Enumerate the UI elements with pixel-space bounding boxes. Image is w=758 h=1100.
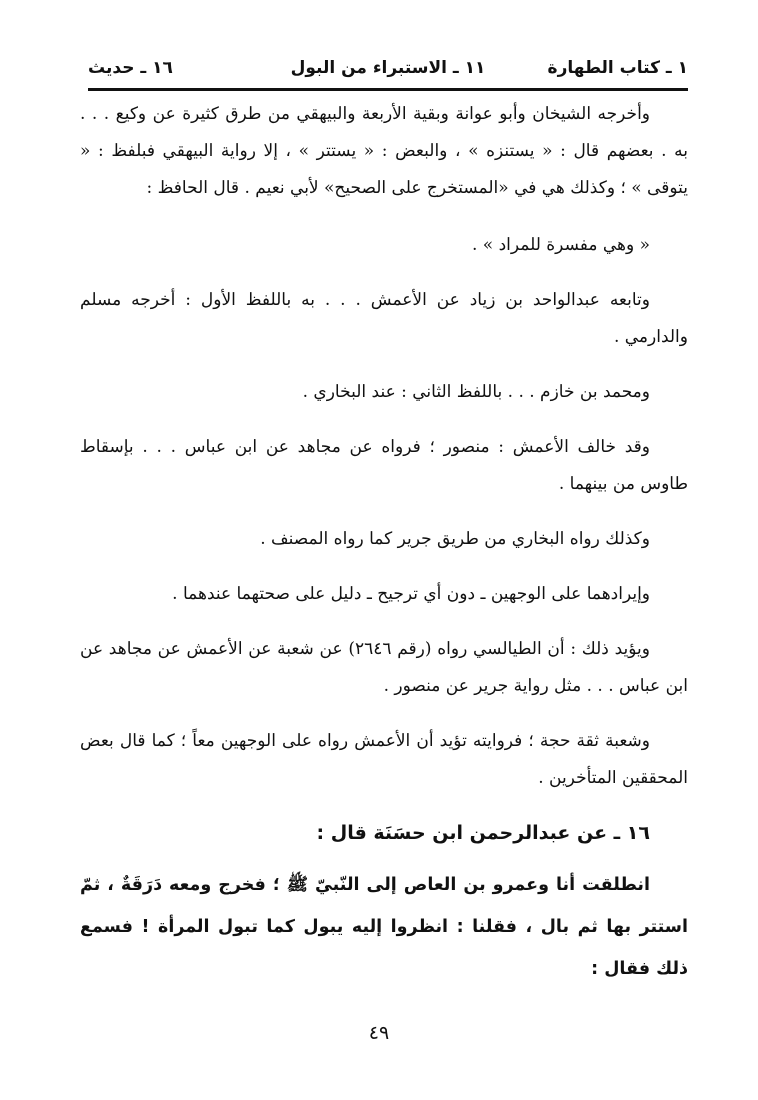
hadith-heading: ١٦ ـ عن عبدالرحمن ابن حسَنَة قال : <box>316 822 650 844</box>
paragraph-shuba: وشعبة ثقة حجة ؛ فروايته تؤيد أن الأعمش رواه على الوجهين معاً ؛ كما قال بعض المحققين المتأخرين . <box>80 731 688 788</box>
header-hadith-number: ١٦ ـ حديث <box>88 58 173 78</box>
page-number: ٤٩ <box>368 1022 390 1044</box>
paragraph-tayalisi: ويؤيد ذلك : أن الطيالسي رواه (رقم ٢٦٤٦) عن شعبة عن الأعمش عن مجاهد عن ابن عباس . . . مثل رواية جرير عن منصور . <box>80 639 688 696</box>
header-section: ١١ ـ الاستبراء من البول <box>290 58 486 78</box>
paragraph-bukhari-jarir: وكذلك رواه البخاري من طريق جرير كما رواه المصنف . <box>260 529 650 549</box>
paragraph-takhrij: وأخرجه الشيخان وأبو عوانة وبقية الأربعة والبيهقي من طرق كثيرة عن وكيع . . . به . بعضهم قال : « يستنزه » ، والبعض : « يستتر » ، إلا رواية البيهقي فبلفظ : « يتوقى » ؛ وكذلك هي في «المستخرج على الصحيح» لأبي نعيم . قال الحافظ : <box>80 104 688 198</box>
paragraph-mansur: وقد خالف الأعمش : منصور ؛ فرواه عن مجاهد عن ابن عباس . . . بإسقاط طاوس من بينهما . <box>80 437 688 494</box>
paragraph-muhammad-khazim: ومحمد بن خازم . . . باللفظ الثاني : عند البخاري . <box>302 382 650 402</box>
running-header <box>88 48 688 91</box>
paragraph-hafiz-quote: « وهي مفسرة للمراد » . <box>471 235 650 255</box>
page-body <box>80 96 688 990</box>
header-chapter: ١ ـ كتاب الطهارة <box>547 58 688 78</box>
hadith-text: انطلقت أنا وعمرو بن العاص إلى النّبيّ ﷺ ؛ فخرج ومعه دَرَقَةٌ ، ثمّ استتر بها ثم بال ، فقلنا : انظروا إليه يبول كما تبول المرأة ! فسمع ذلك فقال : <box>80 875 688 979</box>
paragraph-abdulwahid: وتابعه عبدالواحد بن زياد عن الأعمش . . . به باللفظ الأول : أخرجه مسلم والدارمي . <box>80 290 688 347</box>
paragraph-both-ways: وإيرادهما على الوجهين ـ دون أي ترجيح ـ دليل على صحتهما عندهما . <box>172 584 650 604</box>
